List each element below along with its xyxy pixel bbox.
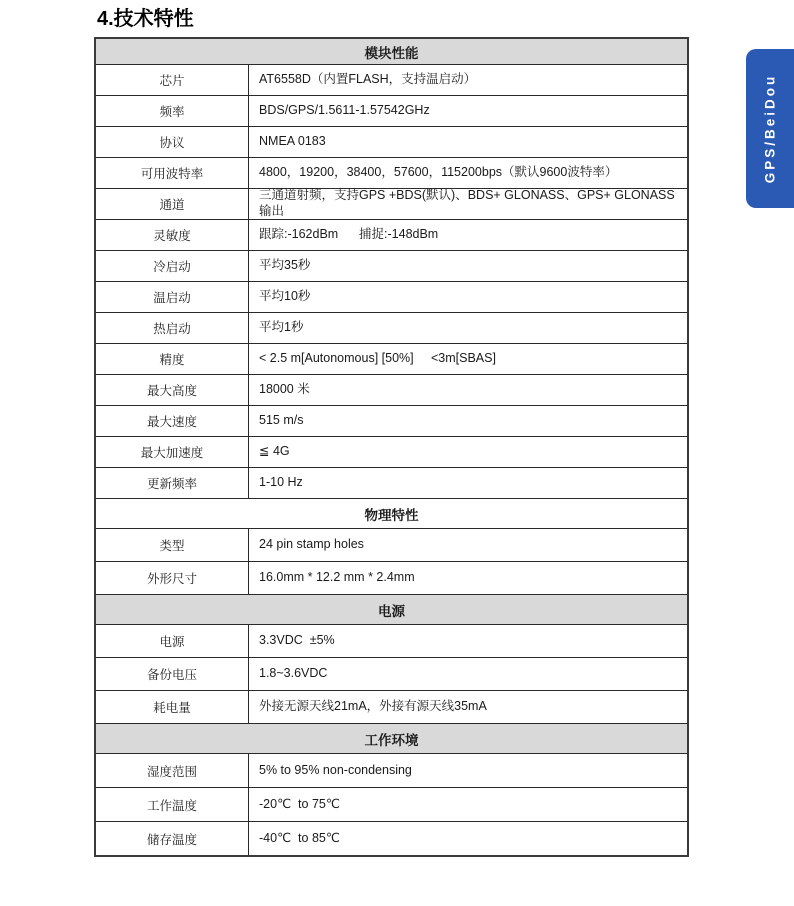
page-title: 4.技术特性 [97,8,194,30]
gps-beidou-side-tab [746,49,794,208]
spec-row [96,821,687,855]
spec-label-cell: 通道 [96,189,249,219]
spec-label-cell: 协议 [96,127,249,157]
spec-label-cell: 耗电量 [96,691,249,723]
spec-row [96,126,687,157]
spec-label-cell: 最大加速度 [96,437,249,467]
spec-label-cell: 频率 [96,96,249,126]
spec-value-cell: -20℃ to 75℃ [259,796,340,811]
spec-value-cell: -40℃ to 85℃ [259,830,340,845]
spec-value-cell: 515 m/s [259,413,304,428]
spec-row [96,657,687,690]
section-header: 物理特性 [96,498,687,528]
spec-value-cell: 18000 米 [259,382,310,397]
spec-value-cell: NMEA 0183 [259,134,326,149]
spec-row [96,467,687,498]
spec-row [96,753,687,787]
spec-label-cell: 精度 [96,344,249,374]
spec-row [96,188,687,219]
spec-label-cell: 冷启动 [96,251,249,281]
spec-value-cell: 平均1秒 [259,320,304,335]
spec-label-cell: 类型 [96,529,249,561]
spec-value-cell: < 2.5 m[Autonomous] [50%] <3m[SBAS] [259,351,496,366]
section-header: 模块性能 [96,39,687,64]
spec-label-cell: 更新频率 [96,468,249,498]
spec-value-cell: 4800，19200，38400，57600，115200bps（默认9600波特率） [259,165,618,180]
spec-label-cell: 温启动 [96,282,249,312]
spec-label-cell: 最大速度 [96,406,249,436]
spec-row [96,405,687,436]
spec-value-cell: 24 pin stamp holes [259,537,364,552]
spec-row [96,624,687,657]
spec-label-cell: 灵敏度 [96,220,249,250]
spec-row [96,250,687,281]
spec-value-cell: AT6558D（内置FLASH，支持温启动） [259,72,477,87]
spec-label-cell: 储存温度 [96,822,249,855]
spec-value-cell: 5% to 95% non-condensing [259,762,412,777]
spec-row [96,281,687,312]
spec-row [96,690,687,723]
spec-label-cell: 工作温度 [96,788,249,821]
spec-label-cell: 备份电压 [96,658,249,690]
section-header: 电源 [96,594,687,624]
spec-label-cell: 芯片 [96,65,249,95]
spec-value-cell: ≦ 4G [259,444,290,459]
side-tab-label: GPS/BeiDou [762,73,778,184]
spec-row [96,312,687,343]
spec-value-cell: 3.3VDC ±5% [259,633,335,648]
spec-row [96,787,687,821]
spec-value-cell: 外接无源天线21mA，外接有源天线35mA [259,699,487,714]
spec-label-cell: 湿度范围 [96,754,249,787]
spec-row [96,374,687,405]
spec-value-cell: BDS/GPS/1.5611-1.57542GHz [259,103,430,118]
spec-value-cell: 1-10 Hz [259,475,303,490]
spec-row [96,219,687,250]
spec-value-cell: 16.0mm * 12.2 mm * 2.4mm [259,570,415,585]
spec-label-cell: 电源 [96,625,249,657]
spec-value-cell: 平均35秒 [259,258,311,273]
spec-row [96,528,687,561]
spec-table [94,37,689,857]
spec-row [96,343,687,374]
spec-row [96,95,687,126]
spec-row [96,436,687,467]
spec-label-cell: 可用波特率 [96,158,249,188]
spec-value-cell: 1.8~3.6VDC [259,666,328,681]
spec-value-cell: 平均10秒 [259,289,311,304]
section-header: 工作环境 [96,723,687,753]
spec-value-cell: 跟踪:-162dBm 捕捉:-148dBm [259,227,439,242]
spec-label-cell: 外形尺寸 [96,562,249,594]
spec-row [96,157,687,188]
spec-label-cell: 热启动 [96,313,249,343]
spec-value-cell: 三通道射频，支持GPS +BDS(默认)、BDS+ GLONASS、GPS+ GLONASS输出 [259,188,675,218]
spec-row [96,64,687,95]
spec-row [96,561,687,594]
spec-label-cell: 最大高度 [96,375,249,405]
